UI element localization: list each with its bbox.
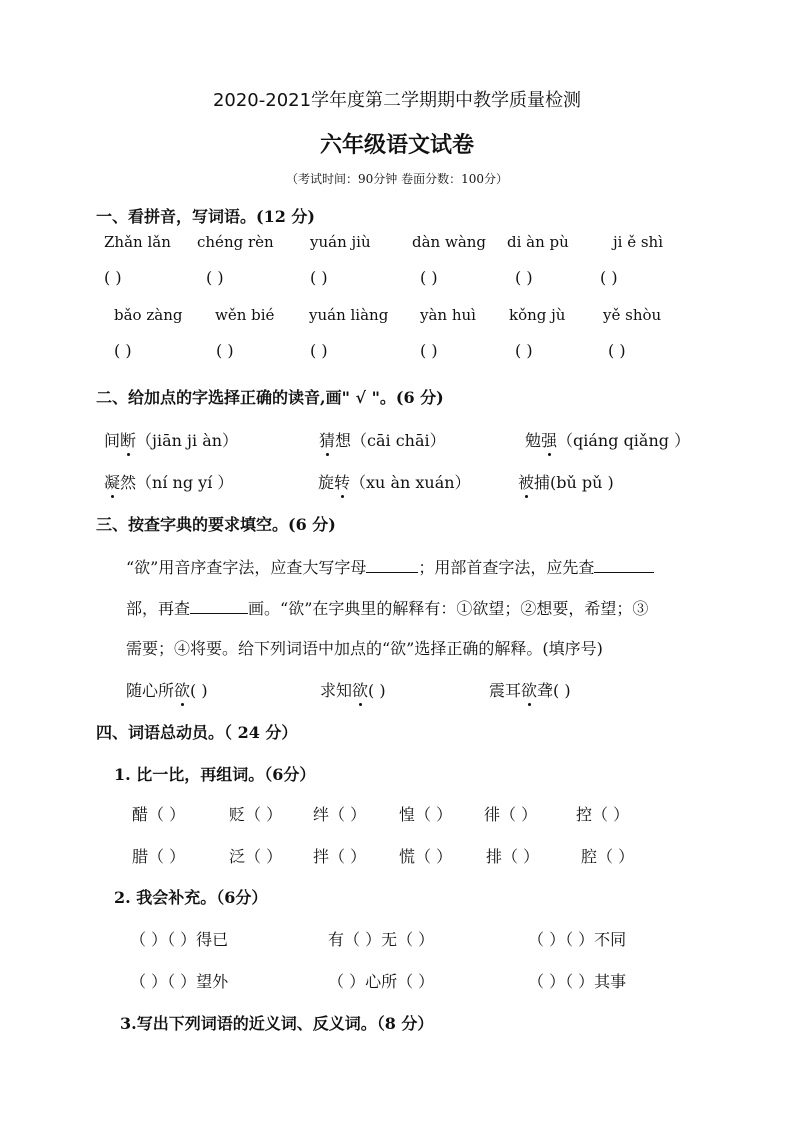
- pinyin-9: yuán liàng: [309, 306, 389, 324]
- compare-item[interactable]: 徘（ ）: [484, 805, 538, 824]
- idiom-item[interactable]: （ ）（ ）其事: [528, 972, 627, 991]
- reading-item[interactable]: 猜想（cāi chāi）: [319, 431, 446, 450]
- q1-heading: 1. 比一比，再组词。（6分）: [114, 765, 316, 784]
- idiom-item[interactable]: （ ）（ ）不同: [528, 930, 627, 949]
- dictionary-line-3: 需要；④将要。给下列词语中加点的“欲”选择正确的解释。(填序号): [126, 639, 603, 658]
- idiom-item[interactable]: （ ）心所（ ）: [328, 972, 435, 991]
- answer-box[interactable]: ( ): [515, 268, 533, 287]
- compare-item[interactable]: 排（ ）: [486, 847, 540, 866]
- pinyin-7: bǎo zàng: [114, 306, 183, 324]
- section2-heading: 二、给加点的字选择正确的读音,画" √ "。(6 分): [96, 388, 444, 407]
- answer-box[interactable]: ( ): [600, 268, 618, 287]
- dictionary-line-2: 部，再查 画。“欲”在字典里的解释有：①欲望；②想要，希望；③: [126, 599, 649, 618]
- compare-item[interactable]: 绊（ ）: [313, 805, 367, 824]
- reading-item[interactable]: 被捕(bǔ pǔ ): [518, 473, 614, 492]
- pinyin-5: di àn pù: [507, 233, 569, 251]
- exam-meta: （考试时间：90分钟 卷面分数：100分）: [286, 172, 508, 186]
- compare-item[interactable]: 慌（ ）: [399, 847, 453, 866]
- fill-item[interactable]: 随心所欲( ): [126, 681, 208, 700]
- reading-item[interactable]: 旋转（xu àn xuán）: [318, 473, 471, 492]
- idiom-item[interactable]: 有（ ）无（ ）: [328, 930, 435, 949]
- section3-heading: 三、按查字典的要求填空。(6 分): [96, 515, 336, 534]
- reading-item[interactable]: 凝然（ní ng yí ）: [104, 473, 234, 492]
- reading-item[interactable]: 勉强（qiáng qiǎng ）: [525, 431, 691, 450]
- compare-item[interactable]: 贬（ ）: [229, 805, 283, 824]
- pinyin-1: Zhǎn lǎn: [104, 233, 171, 251]
- pinyin-12: yě shòu: [603, 306, 662, 324]
- answer-box[interactable]: ( ): [420, 268, 438, 287]
- idiom-item[interactable]: （ ）（ ）得已: [130, 930, 229, 949]
- answer-box[interactable]: ( ): [310, 268, 328, 287]
- pinyin-4: dàn wàng: [412, 233, 487, 251]
- pinyin-10: yàn huì: [420, 306, 476, 324]
- compare-item[interactable]: 控（ ）: [576, 805, 630, 824]
- compare-item[interactable]: 醋（ ）: [132, 805, 186, 824]
- q2-heading: 2. 我会补充。（6分）: [114, 888, 268, 907]
- section1-heading: 一、看拼音，写词语。(12 分): [96, 207, 315, 226]
- fill-item[interactable]: 震耳欲聋( ): [489, 681, 571, 700]
- blank-radical[interactable]: [594, 556, 654, 573]
- answer-box[interactable]: ( ): [420, 341, 438, 360]
- reading-item[interactable]: 间断（jiān ji àn）: [104, 431, 239, 450]
- answer-box[interactable]: ( ): [515, 341, 533, 360]
- answer-box[interactable]: ( ): [114, 341, 132, 360]
- pinyin-11: kǒng jù: [509, 306, 566, 324]
- fill-item[interactable]: 求知欲( ): [320, 681, 386, 700]
- compare-item[interactable]: 腊（ ）: [132, 847, 186, 866]
- pinyin-8: wěn bié: [215, 306, 275, 324]
- compare-item[interactable]: 拌（ ）: [313, 847, 367, 866]
- answer-box[interactable]: ( ): [104, 268, 122, 287]
- pinyin-6: ji ě shì: [613, 233, 664, 251]
- compare-item[interactable]: 腔（ ）: [581, 847, 635, 866]
- compare-item[interactable]: 惶（ ）: [399, 805, 453, 824]
- pinyin-3: yuán jiù: [310, 233, 371, 251]
- answer-box[interactable]: ( ): [608, 341, 626, 360]
- pinyin-2: chéng rèn: [197, 233, 274, 251]
- blank-strokes[interactable]: [190, 597, 248, 614]
- idiom-item[interactable]: （ ）（ ）望外: [130, 972, 229, 991]
- exam-header: 2020-2021学年度第二学期期中教学质量检测: [212, 90, 582, 111]
- exam-title: 六年级语文试卷: [319, 132, 474, 158]
- dictionary-line-1: “欲”用音序查字法，应查大写字母 ；用部首查字法，应先查: [126, 555, 654, 578]
- answer-box[interactable]: ( ): [206, 268, 224, 287]
- q3-heading: 3.写出下列词语的近义词、反义词。（8 分）: [120, 1014, 434, 1033]
- section4-heading: 四、词语总动员。（ 24 分）: [96, 723, 298, 742]
- blank-letter[interactable]: [366, 556, 418, 573]
- compare-item[interactable]: 泛（ ）: [229, 847, 283, 866]
- answer-box[interactable]: ( ): [216, 341, 234, 360]
- answer-box[interactable]: ( ): [310, 341, 328, 360]
